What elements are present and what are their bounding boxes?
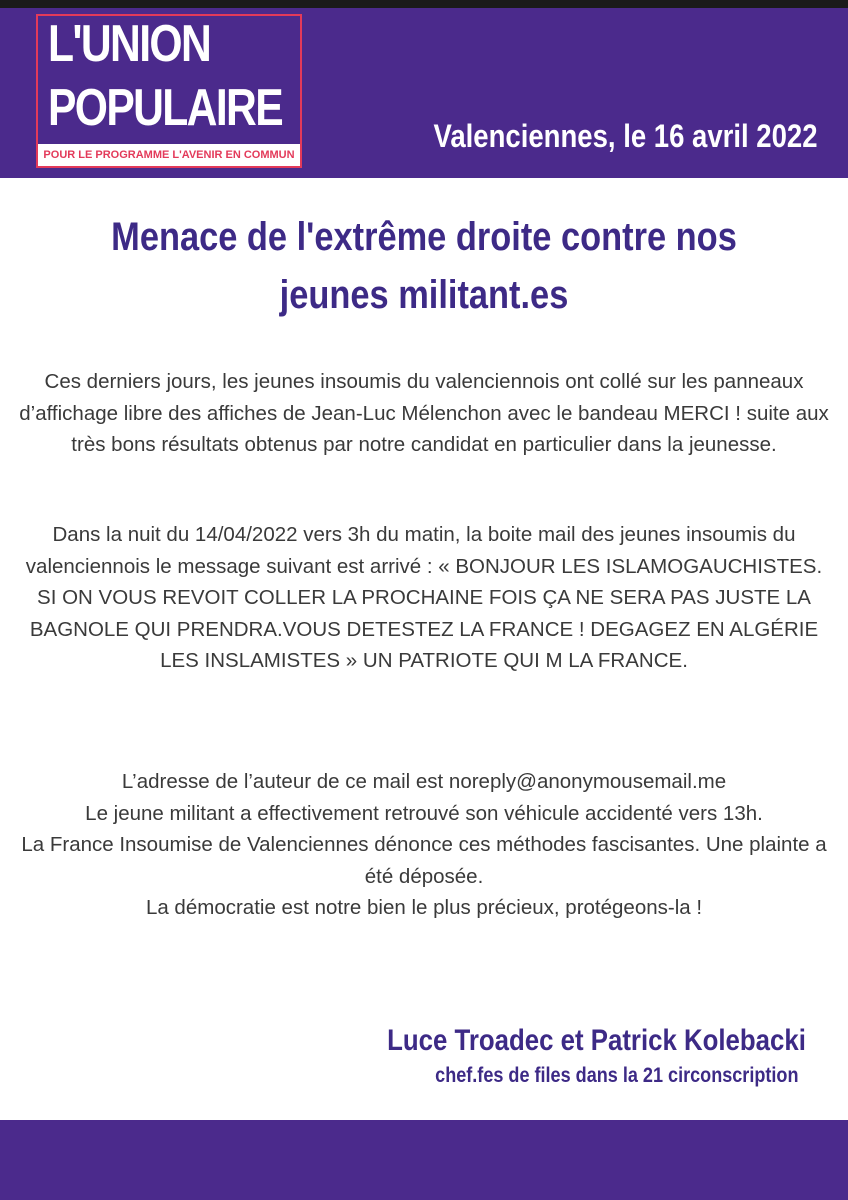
logo-line-2: POPULAIRE	[48, 79, 283, 137]
footer-banner	[0, 1120, 848, 1200]
paragraph-context: Ces derniers jours, les jeunes insoumis du valenciennois ont collé sur les panneaux d’affichage libre des affiches de Jean-Luc Mélenchon avec le bandeau MERCI ! suite aux très bons résultats obtenus par notre candidat en particulier dans la jeunesse.	[19, 370, 829, 456]
paragraph-conclusion: L’adresse de l’auteur de ce mail est noreply@anonymousemail.me Le jeune militant a effectivement retrouvé son véhicule accidenté vers 13h. La France Insoumise de Valenciennes dénonce ces méthodes fascisantes. Une plainte a été déposée. La démocratie est notre bien le plus précieux, protégeons-la !	[21, 770, 827, 919]
header-banner	[0, 8, 848, 178]
signature-names: Luce Troadec et Patrick Kolebacki	[387, 1024, 806, 1057]
logo-tagline: POUR LE PROGRAMME L'AVENIR EN COMMUN	[38, 144, 300, 166]
signature-role: chef.fes de files dans la 21 circonscription	[434, 1064, 798, 1087]
logo-line-1: L'UNION	[48, 15, 211, 73]
press-release-title: Menace de l'extrême droite contre nos jeunes militant.es	[111, 215, 737, 317]
union-populaire-logo	[36, 14, 302, 168]
paragraph-threat-message: Dans la nuit du 14/04/2022 vers 3h du matin, la boite mail des jeunes insoumis du valenciennois le message suivant est arrivé : « BONJOUR LES ISLAMOGAUCHISTES. SI ON VOUS REVOIT COLLER LA PROCHAINE FOIS ÇA NE SERA PAS JUSTE LA BAGNOLE QUI PRENDRA.VOUS DETESTEZ LA FRANCE ! DEGAGEZ EN ALGÉRIE LES INSLAMISTES » UN PATRIOTE QUI M LA FRANCE.	[25, 523, 823, 672]
top-edge-strip	[0, 0, 848, 8]
dateline: Valenciennes, le 16 avril 2022	[433, 118, 818, 154]
